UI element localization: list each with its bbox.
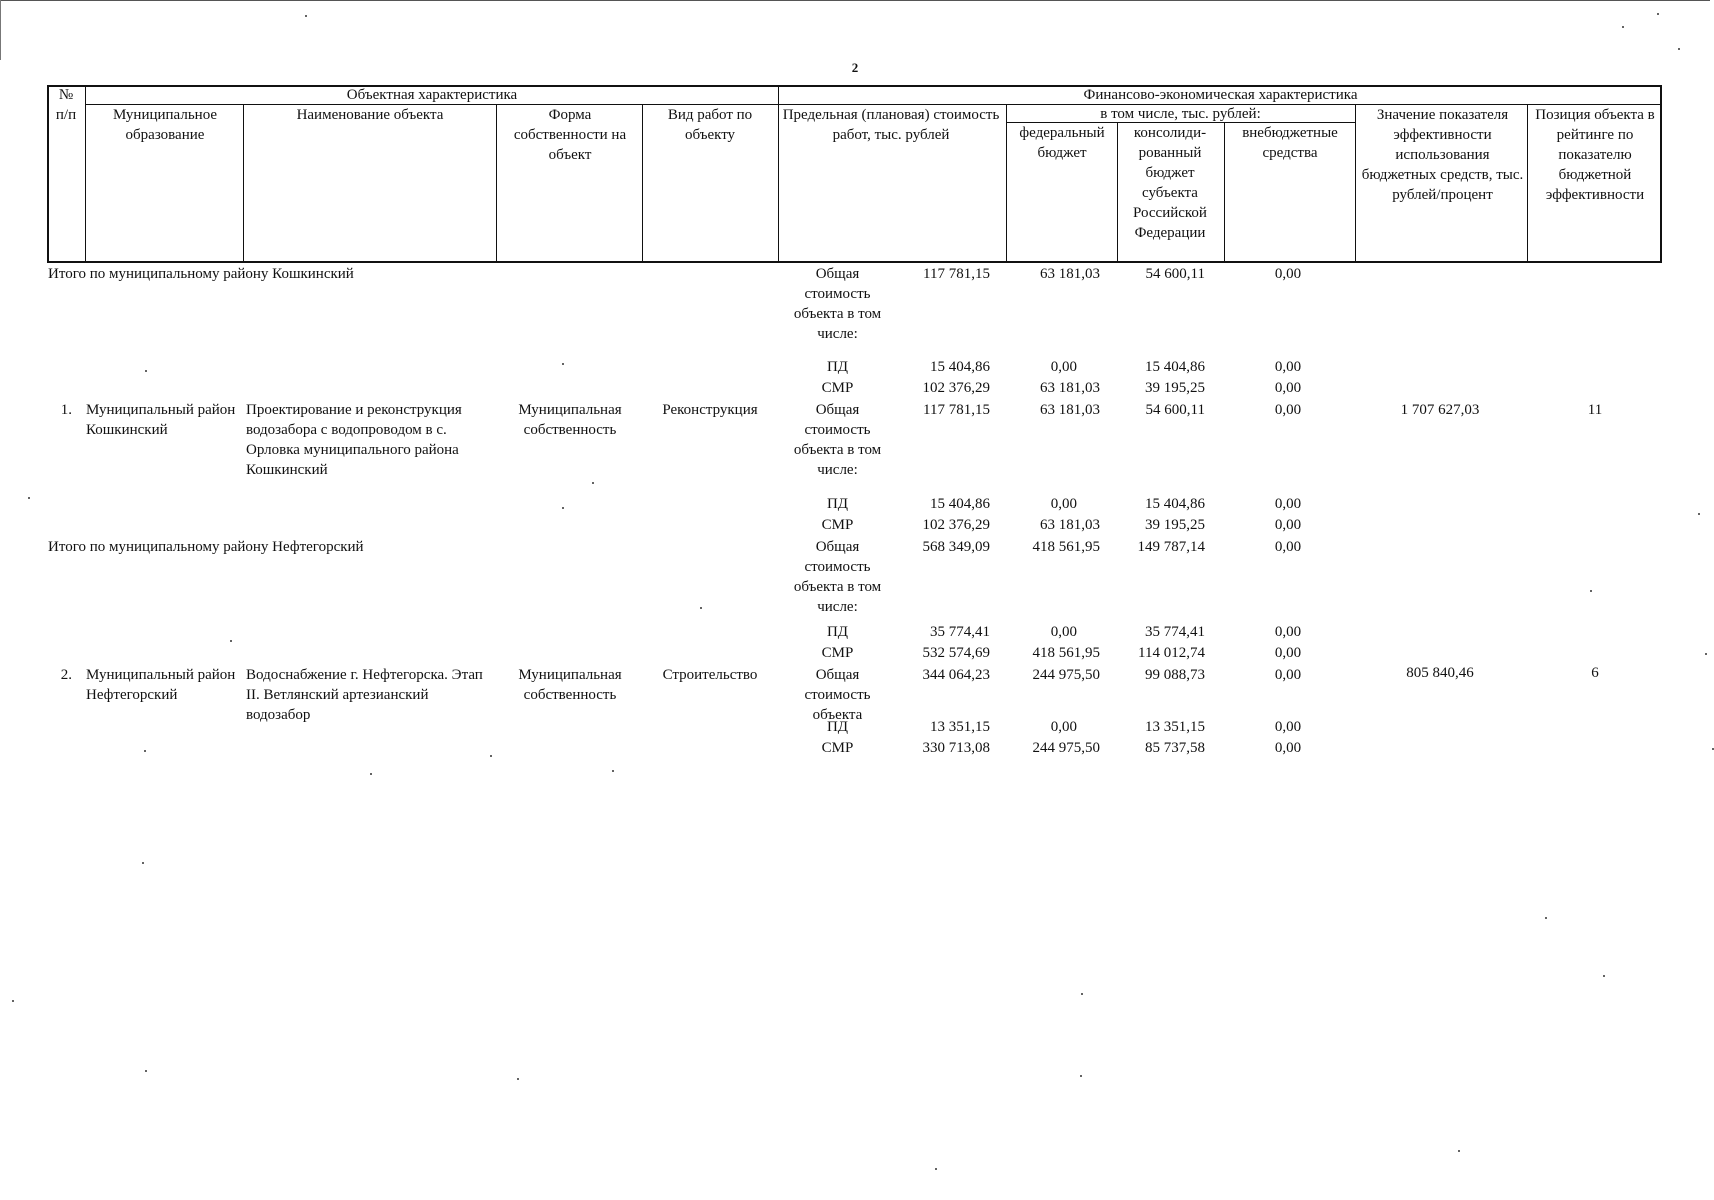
scan-speck xyxy=(1081,993,1083,995)
value-federal: 63 181,03 xyxy=(1040,402,1100,418)
scan-speck xyxy=(370,773,372,775)
cost-label-total-clipped: Общая стоимость объекта xyxy=(804,667,871,723)
page-number: 2 xyxy=(851,60,859,75)
value-consolidated: 99 088,73 xyxy=(1145,667,1205,683)
col-work-type: Вид работ по объекту xyxy=(667,107,753,143)
col-position: Позиция объекта в рейтинге по показателю бюджетной эффективности xyxy=(1535,107,1655,203)
scan-top-line xyxy=(0,0,1710,1)
value-consolidated: 85 737,58 xyxy=(1145,740,1205,756)
scan-speck xyxy=(145,1070,147,1072)
value-consolidated: 54 600,11 xyxy=(1145,266,1205,282)
value-consolidated: 15 404,86 xyxy=(1145,496,1205,512)
value-consolidated: 39 195,25 xyxy=(1145,517,1205,533)
value-cost: 568 349,09 xyxy=(922,539,990,555)
scan-speck xyxy=(305,15,307,17)
scan-speck xyxy=(1458,1150,1460,1152)
value-cost: 117 781,15 xyxy=(923,266,990,282)
value-extra: 0,00 xyxy=(1274,402,1302,418)
scan-speck xyxy=(1657,13,1659,15)
col-object-name: Наименование объекта xyxy=(296,107,444,123)
scan-left-edge xyxy=(0,0,1,60)
scan-speck xyxy=(28,497,30,499)
col-municipality: Муниципальное образование xyxy=(112,107,218,143)
value-extra: 0,00 xyxy=(1274,740,1302,756)
value-federal: 244 975,50 xyxy=(1032,667,1100,683)
scan-speck xyxy=(517,1078,519,1080)
value-extra: 0,00 xyxy=(1274,496,1302,512)
value-extra: 0,00 xyxy=(1274,359,1302,375)
cost-label-smr: СМР xyxy=(821,517,854,533)
cost-label-smr: СМР xyxy=(821,740,854,756)
divider xyxy=(85,85,86,263)
finance-group-title: Финансово-экономическая характеристика xyxy=(1083,87,1358,103)
value-federal: 63 181,03 xyxy=(1040,266,1100,282)
value-federal: 0,00 xyxy=(1050,496,1077,512)
scan-speck xyxy=(935,1168,937,1170)
scan-speck xyxy=(1545,917,1547,919)
scan-speck xyxy=(562,363,564,365)
value-consolidated: 114 012,74 xyxy=(1138,645,1205,661)
value-federal: 244 975,50 xyxy=(1032,740,1100,756)
value-consolidated: 39 195,25 xyxy=(1145,380,1205,396)
divider xyxy=(642,104,643,263)
value-federal: 63 181,03 xyxy=(1040,380,1100,396)
row-municipality: Муниципальный район Кошкинский xyxy=(86,402,236,438)
divider xyxy=(1117,122,1118,263)
col-efficiency: Значение показателя эффективности использования бюджетных средств, тыс. рублей/процент xyxy=(1361,107,1524,203)
col-ownership: Форма собственности на объект xyxy=(513,107,627,163)
cost-label-total: Общая стоимость объекта в том числе: xyxy=(793,266,882,342)
divider xyxy=(1355,104,1356,263)
row-work-type: Реконструкция xyxy=(662,402,758,418)
scan-speck xyxy=(145,370,147,372)
scan-speck xyxy=(490,755,492,757)
col-max-cost: Предельная (плановая) стоимость работ, тыс. рублей xyxy=(782,107,1000,143)
object-group-title: Объектная характеристика xyxy=(346,87,518,103)
total-label: Итого по муниципальному району Нефтегорский xyxy=(48,539,364,555)
value-consolidated: 54 600,11 xyxy=(1145,402,1205,418)
scan-speck xyxy=(592,482,594,484)
row-municipality: Муниципальный район Нефтегорский xyxy=(86,667,236,703)
cost-label-total: Общая стоимость объекта в том числе: xyxy=(793,539,882,615)
col-including: в том числе, тыс. рублей: xyxy=(1100,106,1261,122)
value-extra: 0,00 xyxy=(1274,624,1302,640)
value-extra: 0,00 xyxy=(1274,719,1302,735)
value-federal: 0,00 xyxy=(1050,624,1077,640)
cost-label-pd: ПД xyxy=(826,496,849,512)
row-number: 1. xyxy=(60,402,72,418)
divider xyxy=(778,85,779,263)
value-extra: 0,00 xyxy=(1274,380,1302,396)
value-cost: 15 404,86 xyxy=(930,359,990,375)
value-cost: 102 376,29 xyxy=(922,517,990,533)
value-extra: 0,00 xyxy=(1274,266,1302,282)
scan-speck xyxy=(1603,975,1605,977)
value-efficiency: 805 840,46 xyxy=(1406,665,1474,681)
value-extra: 0,00 xyxy=(1274,517,1302,533)
value-consolidated: 35 774,41 xyxy=(1145,624,1205,640)
divider xyxy=(243,104,244,263)
row-number: 2. xyxy=(60,667,72,683)
cost-label-smr: СМР xyxy=(821,380,854,396)
value-position: 6 xyxy=(1591,665,1599,681)
divider xyxy=(1006,104,1007,263)
scan-speck xyxy=(230,640,232,642)
cost-label-pd: ПД xyxy=(826,359,849,375)
divider xyxy=(1224,122,1225,263)
scan-speck xyxy=(1590,590,1592,592)
value-cost: 13 351,15 xyxy=(930,719,990,735)
value-consolidated: 13 351,15 xyxy=(1145,719,1205,735)
value-federal: 418 561,95 xyxy=(1032,645,1100,661)
scan-speck xyxy=(12,1000,14,1002)
value-cost: 35 774,41 xyxy=(930,624,990,640)
col-extra-budget: внебюджетные средства xyxy=(1242,125,1338,161)
scan-speck xyxy=(1622,26,1624,28)
value-cost: 330 713,08 xyxy=(922,740,990,756)
value-cost: 532 574,69 xyxy=(922,645,990,661)
cost-label-total: Общая стоимость объекта в том числе: xyxy=(793,402,882,478)
value-federal: 418 561,95 xyxy=(1032,539,1100,555)
value-cost: 344 064,23 xyxy=(922,667,990,683)
scan-speck xyxy=(1678,48,1680,50)
value-extra: 0,00 xyxy=(1274,539,1302,555)
value-extra: 0,00 xyxy=(1274,667,1302,683)
row-work-type: Строительство xyxy=(662,667,758,683)
value-extra: 0,00 xyxy=(1274,645,1302,661)
scan-speck xyxy=(142,862,144,864)
row-object-name: Проектирование и реконструкция водозабора с водопроводом в с. Орловка муниципального района Кошкинский xyxy=(246,402,462,478)
scan-speck xyxy=(562,507,564,509)
scan-speck xyxy=(1080,1075,1082,1077)
num-header-bottom: п/п xyxy=(55,107,77,123)
value-federal: 0,00 xyxy=(1050,719,1077,735)
value-cost: 15 404,86 xyxy=(930,496,990,512)
value-efficiency: 1 707 627,03 xyxy=(1400,402,1480,418)
row-ownership: Муниципальная собственность xyxy=(518,402,622,438)
scan-speck xyxy=(144,750,146,752)
cost-label-pd: ПД xyxy=(826,624,849,640)
divider xyxy=(1527,104,1528,263)
value-federal: 63 181,03 xyxy=(1040,517,1100,533)
scan-speck xyxy=(1698,513,1700,515)
num-header-top: № xyxy=(58,87,74,103)
cost-label-pd: ПД xyxy=(826,719,849,735)
col-federal: федеральный бюджет xyxy=(1019,125,1105,161)
scan-speck xyxy=(612,770,614,772)
col-consolidated: консолиди- рованный бюджет субъекта Российской Федерации xyxy=(1133,125,1207,241)
scan-speck xyxy=(1705,653,1707,655)
value-position: 11 xyxy=(1587,402,1603,418)
row-object-name: Водоснабжение г. Нефтегорска. Этап II. Ветлянский артезианский водозабор xyxy=(246,667,483,723)
value-consolidated: 15 404,86 xyxy=(1145,359,1205,375)
value-federal: 0,00 xyxy=(1050,359,1077,375)
value-consolidated: 149 787,14 xyxy=(1137,539,1205,555)
divider xyxy=(496,104,497,263)
scan-speck xyxy=(700,607,702,609)
row-ownership: Муниципальная собственность xyxy=(518,667,622,703)
value-cost: 102 376,29 xyxy=(922,380,990,396)
value-cost: 117 781,15 xyxy=(923,402,990,418)
cost-label-smr: СМР xyxy=(821,645,854,661)
total-label: Итого по муниципальному району Кошкинский xyxy=(48,266,354,282)
